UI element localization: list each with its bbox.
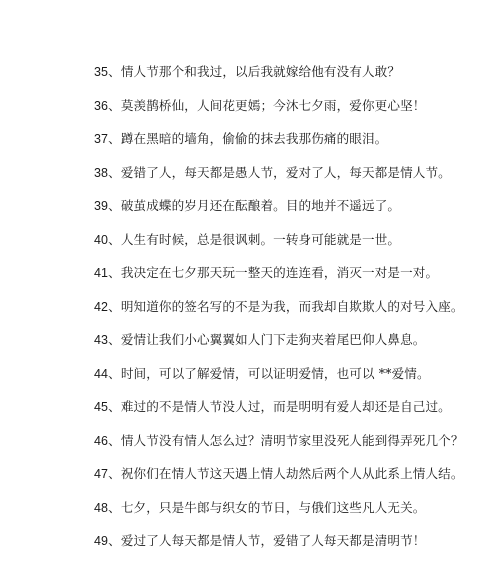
item-separator: 、	[108, 131, 121, 146]
item-text: 七夕，只是牛郎与织女的节日，与俄们这些凡人无关。	[120, 499, 426, 515]
list-item	[94, 464, 494, 498]
list-item	[94, 263, 494, 297]
list-item	[94, 364, 494, 398]
quote-list	[94, 62, 494, 565]
item-separator: 、	[108, 432, 121, 448]
item-number: 43	[94, 333, 109, 347]
item-text: 明知道你的签名写的不是为我，而我却自欺欺人的对号入座。	[120, 298, 464, 314]
item-number: 36	[94, 98, 109, 113]
item-separator: 、	[108, 231, 121, 247]
item-number: 42	[94, 299, 109, 314]
item-number: 49	[94, 534, 109, 548]
list-item	[94, 62, 494, 96]
item-text: 爱情让我们小心翼翼如人门下走狗夹着尾巴仰人鼻息。	[120, 332, 426, 347]
item-text: 祝你们在情人节这天遇上情人劫然后两个人从此系上情人结。	[120, 466, 464, 481]
item-number: 40	[94, 232, 109, 247]
item-separator: 、	[108, 64, 121, 79]
item-number: 41	[94, 266, 109, 280]
item-number: 47	[94, 467, 109, 481]
item-text: 时间，可以了解爱情，可以证明爱情，也可以 **爱情。	[120, 365, 430, 381]
item-separator: 、	[108, 164, 121, 180]
item-number: 35	[94, 65, 109, 79]
item-number: 39	[94, 199, 109, 213]
list-item	[94, 498, 494, 532]
item-separator: 、	[108, 265, 121, 280]
item-text: 爱错了人，每天都是愚人节，爱对了人，每天都是情人节。	[120, 164, 451, 180]
item-text: 情人节没有情人怎么过？清明节家里没死人能到得弄死几个？	[120, 432, 464, 448]
item-text: 人生有时候，总是很讽刺。一转身可能就是一世。	[120, 231, 401, 247]
item-number: 37	[94, 132, 109, 146]
list-item	[94, 163, 494, 197]
item-separator: 、	[108, 399, 121, 414]
list-item	[94, 230, 494, 264]
list-item	[94, 297, 494, 331]
item-separator: 、	[108, 332, 121, 347]
item-separator: 、	[108, 365, 121, 381]
item-text: 爱过了人每天都是情人节，爱错了人每天都是清明节！	[120, 533, 426, 548]
list-item	[94, 431, 494, 465]
item-text: 我决定在七夕那天玩一整天的连连看，消灭一对是一对。	[120, 265, 439, 280]
list-item	[94, 531, 494, 565]
item-text: 破茧成蝶的岁月还在酝酿着。目的地并不遥远了。	[120, 198, 401, 213]
list-item	[94, 397, 494, 431]
item-separator: 、	[108, 97, 121, 113]
item-separator: 、	[108, 533, 121, 548]
item-separator: 、	[108, 499, 121, 515]
item-text: 情人节那个和我过，以后我就嫁给他有没有人敢？	[120, 64, 401, 79]
list-item	[94, 330, 494, 364]
item-text: 难过的不是情人节没人过，而是明明有爱人却还是自己过。	[120, 399, 451, 414]
item-number: 46	[94, 433, 109, 448]
item-separator: 、	[108, 466, 121, 481]
item-separator: 、	[108, 198, 121, 213]
list-item	[94, 196, 494, 230]
item-separator: 、	[108, 298, 121, 314]
item-number: 45	[94, 400, 109, 414]
list-item	[94, 129, 494, 163]
list-item	[94, 96, 494, 130]
item-number: 44	[94, 366, 109, 381]
item-number: 38	[94, 165, 109, 180]
item-text: 莫羡鹊桥仙，人间花更嫣；今沐七夕雨，爱你更心坚！	[120, 97, 426, 113]
item-number: 48	[94, 500, 109, 515]
item-text: 蹲在黑暗的墙角，偷偷的抹去我那伤痛的眼泪。	[120, 131, 388, 146]
